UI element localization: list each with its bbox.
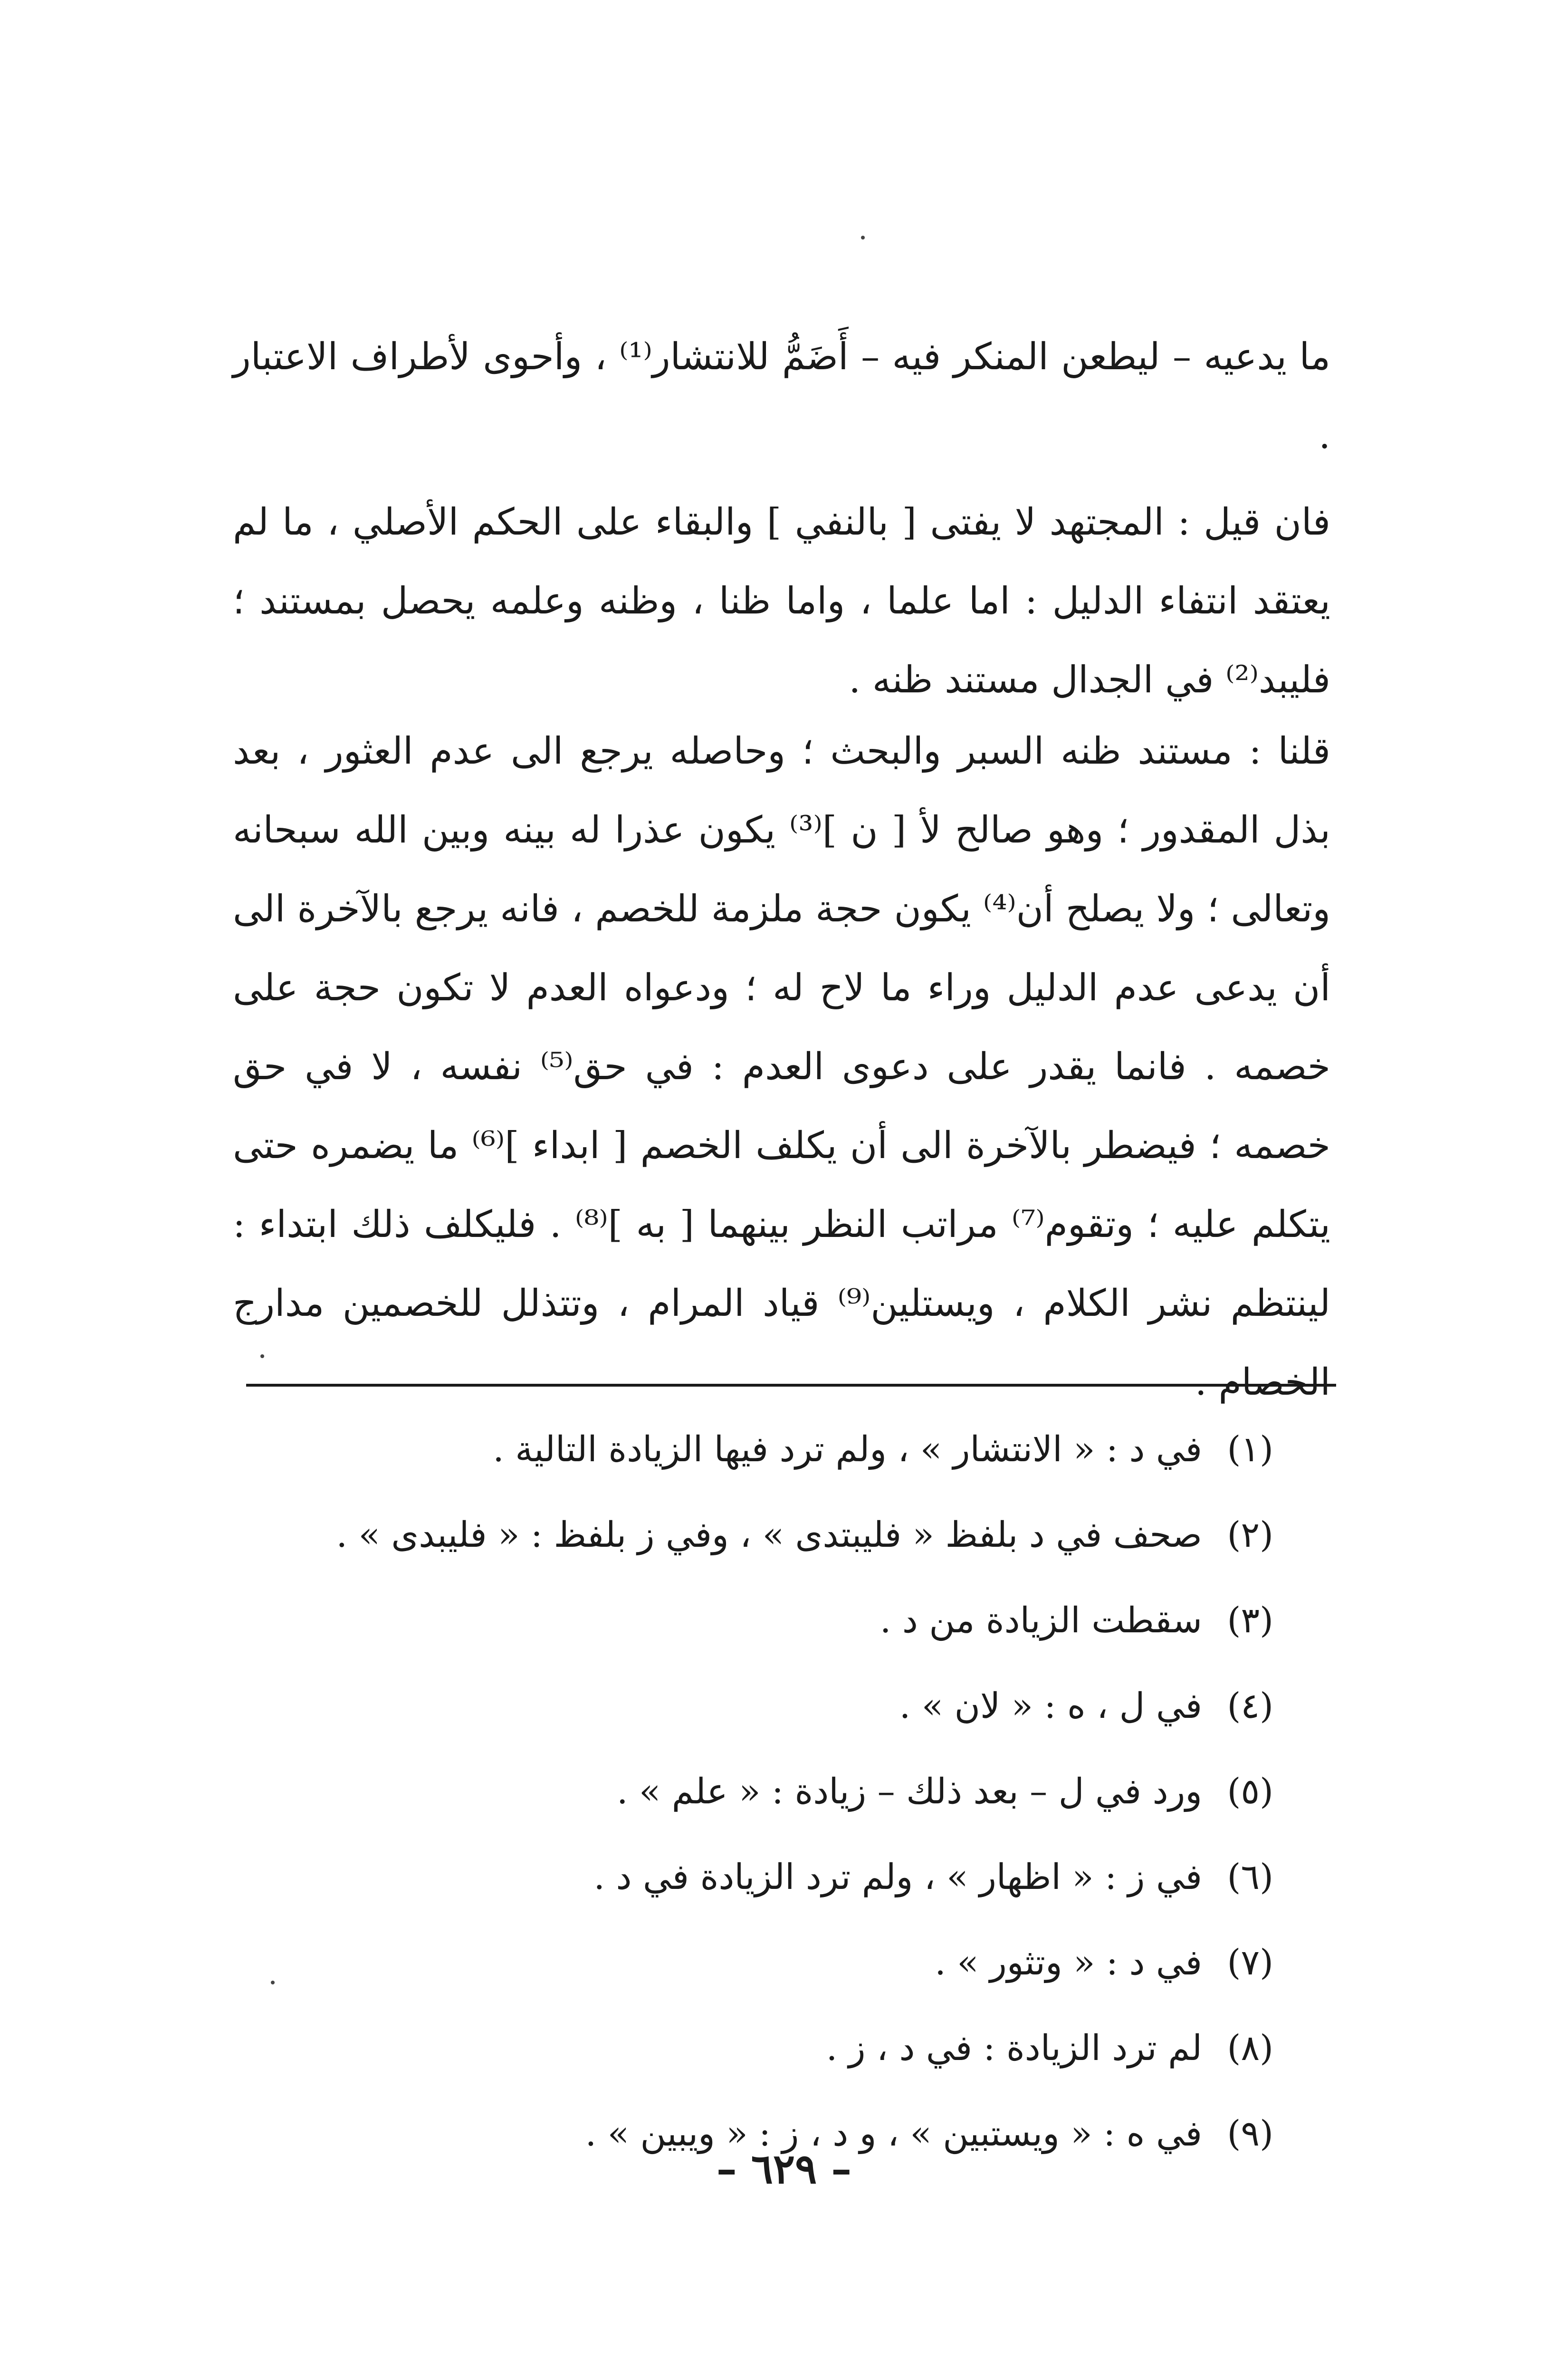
footnote-text: في ل ، ه : « لان » . — [899, 1686, 1202, 1726]
footnote-item — [209, 1578, 1273, 1663]
footnote-text: ورد في ل – بعد ذلك – زيادة : « علم » . — [616, 1771, 1202, 1812]
footnote-text: سقطت الزيادة من د . — [880, 1600, 1202, 1641]
footnote-item — [209, 1749, 1273, 1834]
footnote-number: (٧) — [1227, 1942, 1273, 1983]
body-paragraph-1 — [233, 317, 1330, 475]
footnote-number: (٥) — [1227, 1771, 1273, 1812]
footnote-item — [209, 1920, 1273, 2005]
footnotes-list — [209, 1407, 1273, 2176]
footnote-text: صحف في د بلفظ « فليبتدى » ، وفي ز بلفظ : « فليبدى » . — [336, 1514, 1202, 1555]
page-number: – ٦٢٩ – — [716, 2145, 852, 2193]
paragraph-text: ما يدعيه – ليطعن المنكر فيه – أَضَمُّ للانتشار⁽¹⁾ ، وأحوى لأطراف الاعتبار . — [233, 335, 1330, 457]
footnote-number: (٦) — [1227, 1857, 1273, 1897]
footnote-number: (٨) — [1227, 2028, 1273, 2069]
footnote-number: (٢) — [1227, 1514, 1273, 1555]
footnote-divider — [246, 1384, 1336, 1387]
stray-dot-top — [861, 236, 865, 240]
paragraph-text: قلنا : مستند ظنه السبر والبحث ؛ وحاصله يرجع الى عدم العثور ، بعد بذل المقدور ؛ وهو صالح لأ [ ن ]⁽³⁾ يكون عذرا له بينه وبين الله سبحانه وتعالى ؛ ولا يصلح أن⁽⁴⁾ يكون حجة ملزمة للخصم ، فانه يرجع بالآخرة الى أن يدعى عدم الدليل وراء ما لاح له ؛ ودعواه العدم لا تكون حجة على خصمه . فانما يقدر على دعوى العدم : في حق⁽⁵⁾ نفسه ، لا في حق خصمه ؛ فيضطر بالآخرة الى أن يكلف الخصم [ ابداء ]⁽⁶⁾ ما يضمره حتى يتكلم عليه ؛ وتقوم⁽⁷⁾ مراتب النظر بينهما [ به ]⁽⁸⁾ . فليكلف ذلك ابتداء : لينتظم نشر الكلام ، ويستلين⁽⁹⁾ قياد المرام ، وتتذلل للخصمين مدارج الخصام . — [233, 730, 1331, 1404]
footnote-number: (٣) — [1227, 1600, 1273, 1641]
footnote-text: في د : « الانتشار » ، ولم ترد فيها الزيادة التالية . — [493, 1429, 1202, 1470]
footnote-item — [209, 1834, 1273, 1920]
footnote-item — [209, 1407, 1273, 1492]
footnote-item — [209, 1492, 1273, 1578]
footnote-number: (١) — [1227, 1429, 1273, 1470]
footnote-text: في ز : « اظهار » ، ولم ترد الزيادة في د . — [593, 1857, 1202, 1897]
footnote-item — [209, 1663, 1273, 1749]
footnote-number: (٩) — [1227, 2113, 1273, 2154]
footnote-text: في د : « وتثور » . — [935, 1942, 1202, 1983]
footnote-item — [209, 2005, 1273, 2091]
body-paragraph-2 — [233, 483, 1330, 719]
body-paragraph-3 — [233, 712, 1330, 1422]
footnote-text: لم ترد الزيادة : في د ، ز . — [826, 2028, 1202, 2069]
footnote-number: (٤) — [1227, 1686, 1273, 1726]
footnote-text: في ه : « ويستبين » ، و د ، ز : « ويبين » . — [585, 2113, 1202, 2154]
paragraph-text: فان قيل : المجتهد لا يفتى [ بالنفي ] والبقاء على الحكم الأصلي ، ما لم يعتقد انتفاء الدليل : اما علما ، واما ظنا ، وظنه وعلمه يحصل بمستند ؛ فليبد⁽²⁾ في الجدال مستند ظنه . — [233, 501, 1330, 701]
